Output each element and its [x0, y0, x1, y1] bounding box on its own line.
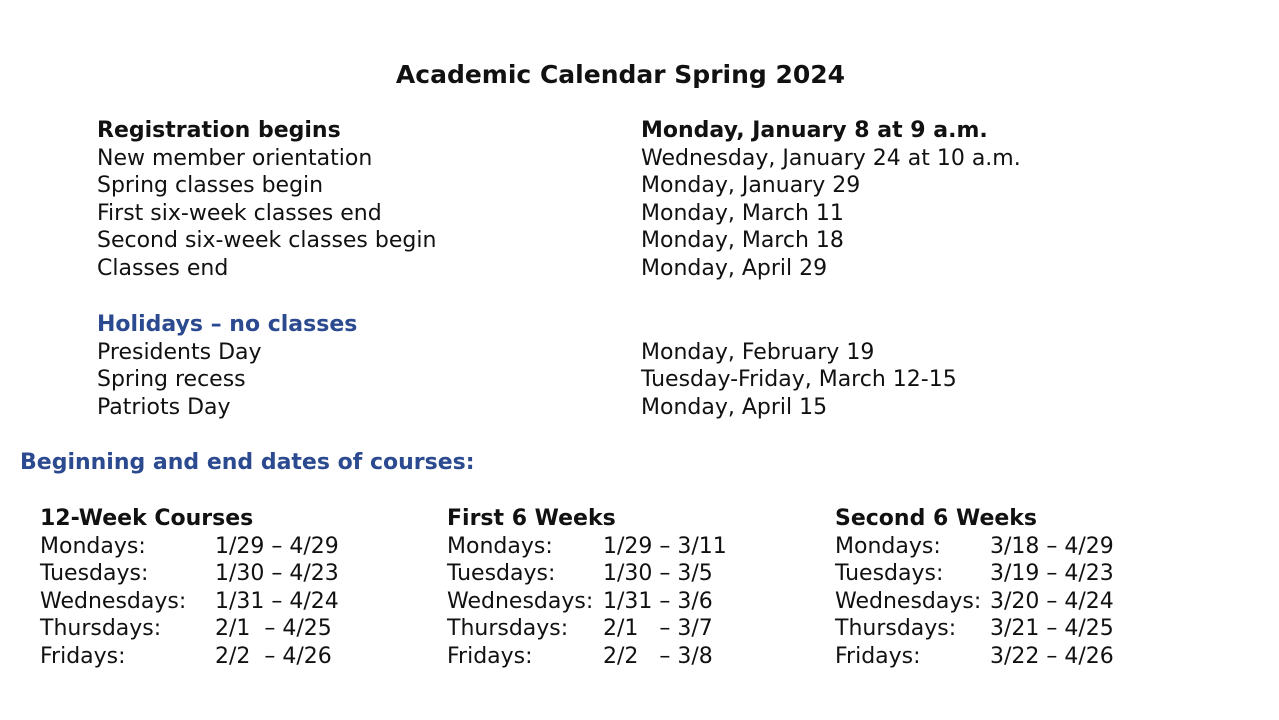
- course-row: [835, 533, 1114, 561]
- schedule-label: Second six-week classes begin: [97, 228, 437, 253]
- holiday-row: [97, 366, 1097, 394]
- schedule-row: [97, 117, 1097, 145]
- course-column-first-6-weeks: [447, 505, 727, 670]
- holiday-date: Tuesday-Friday, March 12-15: [641, 367, 957, 392]
- schedule-date: Monday, March 11: [641, 200, 844, 226]
- course-day: Tuesdays:: [40, 561, 149, 586]
- course-row: [447, 533, 727, 561]
- holidays-heading: Holidays – no classes: [97, 312, 358, 337]
- holiday-date: Monday, February 19: [641, 339, 875, 365]
- course-row: [835, 588, 1114, 616]
- course-day: Tuesdays:: [835, 561, 944, 586]
- course-range: 3/22 – 4/26: [990, 643, 1114, 669]
- course-day: Wednesdays:: [835, 588, 982, 614]
- course-range: 1/29 – 4/29: [215, 533, 339, 559]
- course-range: 2/1 – 4/25: [215, 616, 332, 641]
- schedule-date: Monday, January 29: [641, 173, 861, 198]
- schedule-row: [97, 255, 1097, 283]
- course-column-12-week: [40, 505, 339, 670]
- schedule-row: [97, 200, 1097, 228]
- course-row: [835, 643, 1114, 671]
- course-range: 1/29 – 3/11: [603, 533, 727, 559]
- holidays-section: [97, 311, 1097, 421]
- course-row: [40, 643, 339, 671]
- course-range: 3/19 – 4/23: [990, 561, 1114, 586]
- course-row: [447, 588, 727, 616]
- schedule-label: First six-week classes end: [97, 200, 382, 226]
- course-row: [40, 615, 339, 643]
- course-row: [447, 560, 727, 588]
- course-day: Fridays:: [40, 643, 126, 669]
- schedule-label: Spring classes begin: [97, 173, 324, 198]
- course-range: 2/1 – 3/7: [603, 616, 713, 641]
- course-day: Fridays:: [447, 643, 533, 669]
- schedule-row: [97, 172, 1097, 200]
- schedule-date: Monday, April 29: [641, 255, 828, 281]
- course-day: Thursdays:: [835, 616, 957, 641]
- schedule-label: Classes end: [97, 255, 229, 281]
- course-row: [40, 560, 339, 588]
- course-range: 2/2 – 4/26: [215, 643, 332, 669]
- course-day: Mondays:: [835, 533, 941, 559]
- holiday-label: Presidents Day: [97, 339, 262, 365]
- course-column-title: First 6 Weeks: [447, 506, 616, 531]
- course-day: Mondays:: [40, 533, 146, 559]
- course-row: [40, 533, 339, 561]
- course-day: Mondays:: [447, 533, 553, 559]
- course-day: Tuesdays:: [447, 561, 556, 586]
- course-row: [835, 560, 1114, 588]
- course-column-title: 12-Week Courses: [40, 506, 254, 531]
- course-range: 1/30 – 3/5: [603, 561, 713, 586]
- holiday-row: [97, 394, 1097, 422]
- course-day: Fridays:: [835, 643, 921, 669]
- page-title: Academic Calendar Spring 2024: [395, 60, 846, 89]
- holiday-label: Spring recess: [97, 367, 246, 392]
- course-row: [40, 588, 339, 616]
- course-range: 1/30 – 4/23: [215, 561, 339, 586]
- courses-heading: Beginning and end dates of courses:: [20, 450, 475, 475]
- schedule-list: [97, 117, 1097, 282]
- course-range: 1/31 – 3/6: [603, 588, 713, 614]
- course-range: 1/31 – 4/24: [215, 588, 339, 614]
- schedule-date: Wednesday, January 24 at 10 a.m.: [641, 145, 1021, 171]
- schedule-date: Monday, March 18: [641, 228, 844, 253]
- holiday-label: Patriots Day: [97, 394, 231, 420]
- course-column-second-6-weeks: [835, 505, 1114, 670]
- course-row: [447, 643, 727, 671]
- schedule-row: [97, 145, 1097, 173]
- holiday-row: [97, 339, 1097, 367]
- schedule-label: Registration begins: [97, 118, 341, 143]
- course-row: [447, 615, 727, 643]
- course-row: [835, 615, 1114, 643]
- schedule-date: Monday, January 8 at 9 a.m.: [641, 118, 988, 143]
- holiday-date: Monday, April 15: [641, 394, 828, 420]
- course-day: Wednesdays:: [40, 588, 187, 614]
- course-range: 2/2 – 3/8: [603, 643, 713, 669]
- course-range: 3/20 – 4/24: [990, 588, 1114, 614]
- course-range: 3/21 – 4/25: [990, 616, 1114, 641]
- schedule-row: [97, 227, 1097, 255]
- course-day: Thursdays:: [447, 616, 569, 641]
- schedule-label: New member orientation: [97, 145, 373, 171]
- course-day: Thursdays:: [40, 616, 162, 641]
- course-range: 3/18 – 4/29: [990, 533, 1114, 559]
- course-day: Wednesdays:: [447, 588, 594, 614]
- course-column-title: Second 6 Weeks: [835, 506, 1038, 531]
